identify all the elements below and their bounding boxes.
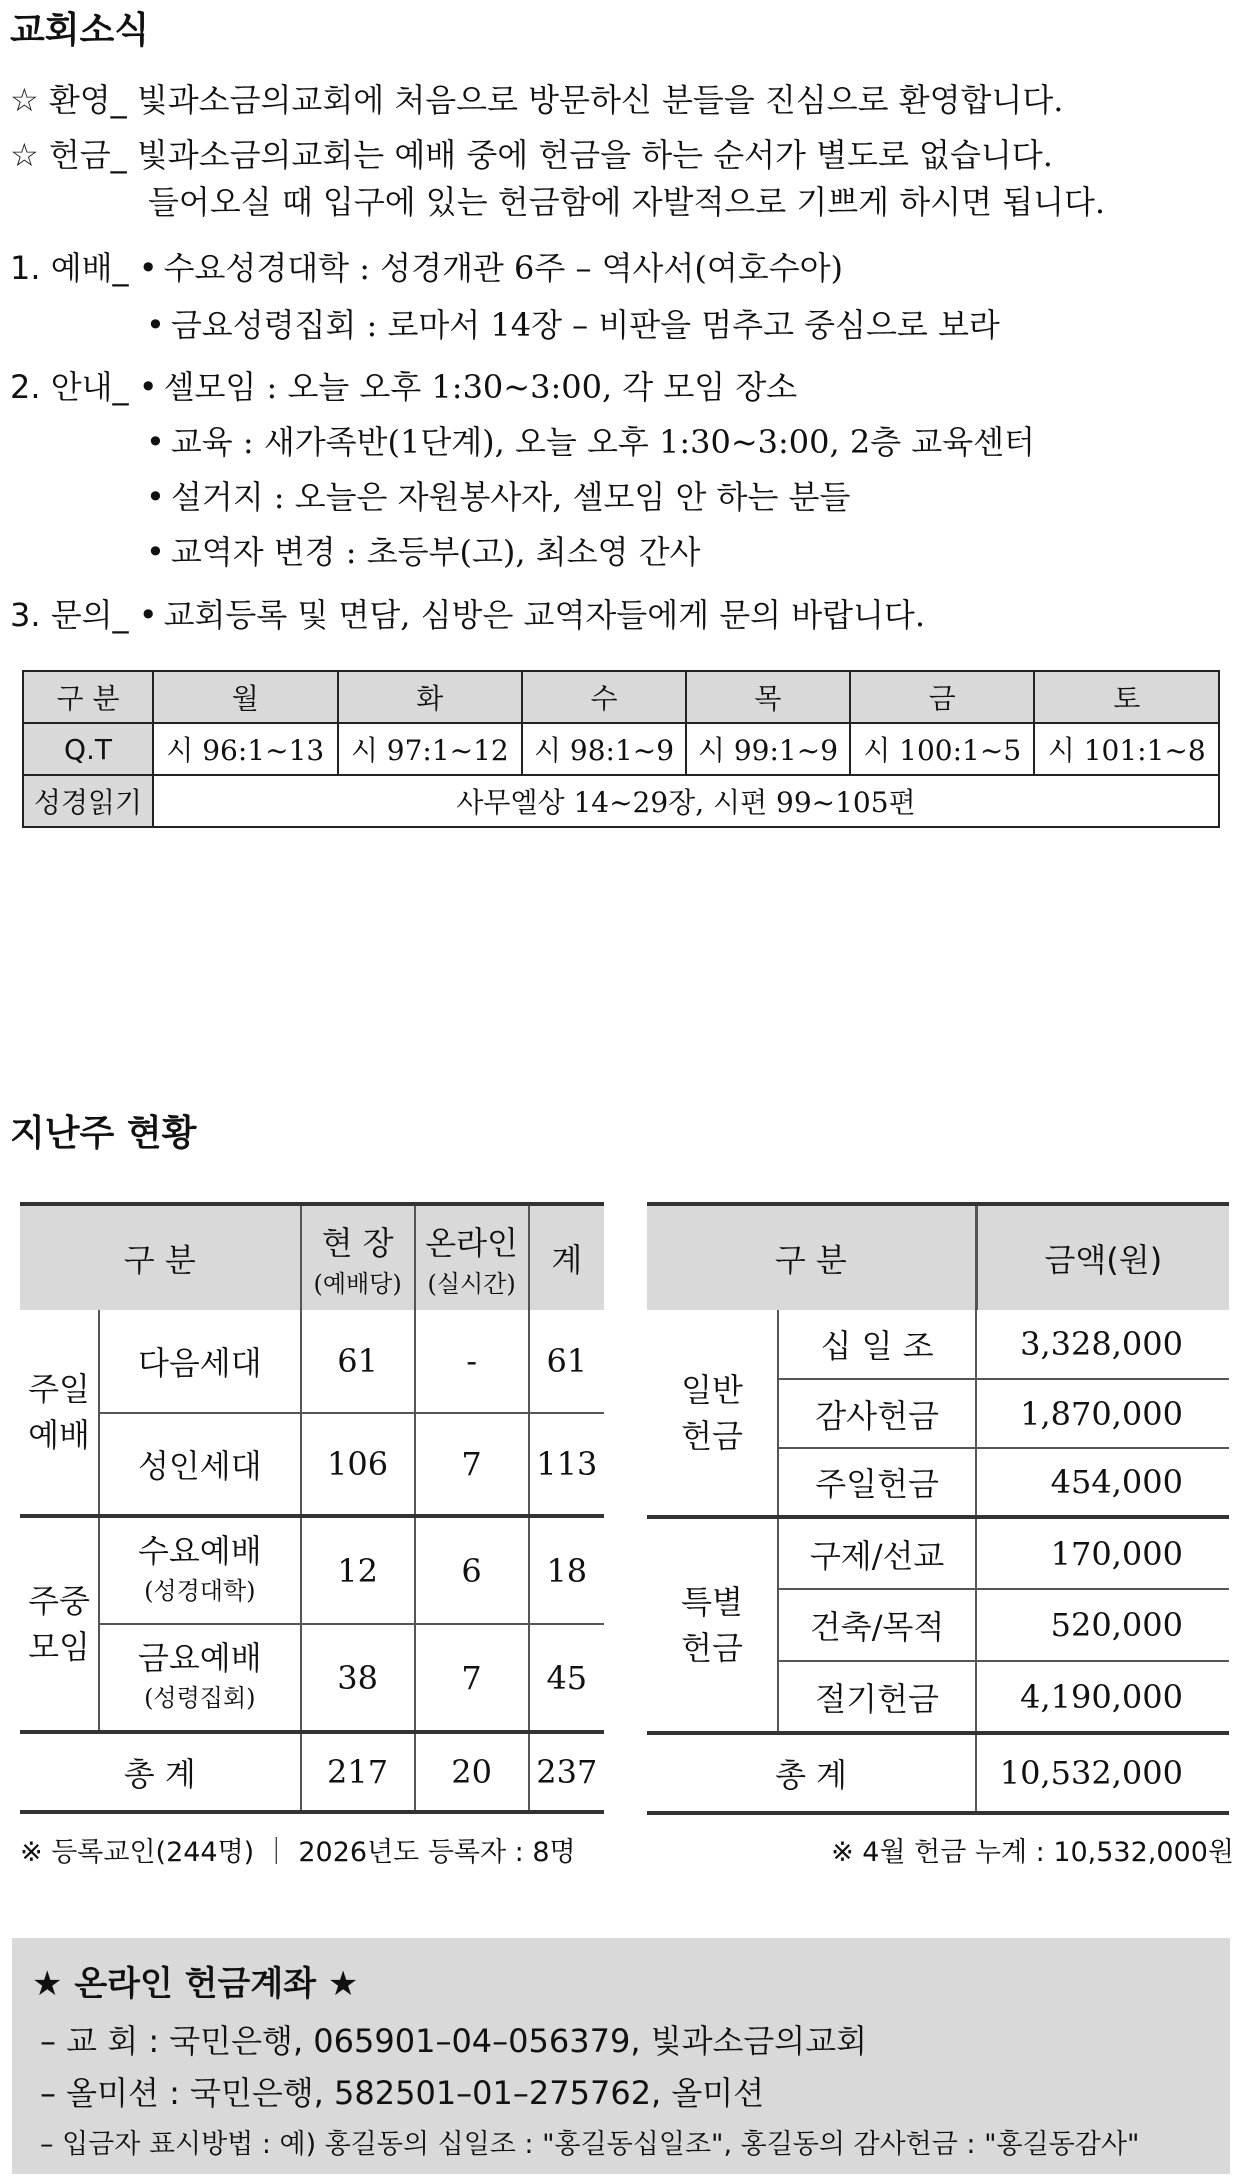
worship-line-1: [10, 248, 843, 288]
offering-header-amount: 금액(원): [976, 1204, 1229, 1310]
row-amount: 520,000: [976, 1589, 1229, 1661]
row-name-main: 수요예배: [137, 1531, 262, 1570]
bullet-icon: •: [138, 249, 158, 287]
account-line-method: – 입금자 표시방법 : 예) 홍길동의 십일조 : "홍길동십일조", 홍길동의 감사헌금 : "홍길동감사": [40, 2129, 1140, 2160]
row-name: 절기헌금: [778, 1661, 976, 1733]
table-row: [20, 1413, 604, 1516]
onsite-sub: (예배당): [313, 1269, 402, 1298]
row-amount: 454,000: [976, 1448, 1229, 1517]
row-amount: 4,190,000: [976, 1661, 1229, 1733]
table-row: [647, 1310, 1229, 1379]
qt-header-cell: 수: [522, 671, 686, 723]
offering-text-2: 들어오실 때 입구에 있는 헌금함에 자발적으로 기쁘게 하시면 됩니다.: [148, 183, 1106, 221]
group-label-1: 주중: [28, 1582, 90, 1620]
offering-text-1: 빛과소금의교회는 예배 중에 헌금을 하는 순서가 별도로 없습니다.: [136, 136, 1053, 174]
status-title: 지난주 현황: [10, 1113, 197, 1154]
guide-label: 2. 안내_: [10, 368, 129, 406]
qt-header-cell: 목: [686, 671, 850, 723]
inquiry-line: [10, 595, 925, 635]
qt-header-row: [23, 671, 1219, 723]
online-sub: (실시간): [427, 1269, 516, 1298]
worship-line-2: [146, 305, 1000, 345]
reading-value: 사무엘상 14~29장, 시편 99~105편: [153, 775, 1219, 827]
note-offering-total: ※ 4월 헌금 누계 : 10,532,000원: [831, 1837, 1234, 1868]
worship-label: 1. 예배_: [10, 249, 129, 287]
row-online: -: [415, 1310, 529, 1413]
table-row: [647, 1517, 1229, 1589]
bullet-icon: •: [146, 533, 165, 571]
group-label-2: 예배: [28, 1416, 90, 1454]
guide-line-4: [146, 532, 700, 572]
sum-label: 총 계: [647, 1733, 976, 1813]
group-label: [647, 1310, 778, 1517]
online-label: 온라인: [425, 1223, 518, 1262]
group-label: [20, 1516, 99, 1732]
qt-header-cell: 금: [850, 671, 1035, 723]
onsite-label: 현 장: [321, 1223, 394, 1262]
attendance-header-total: 계: [529, 1204, 604, 1310]
row-online: 7: [415, 1624, 529, 1732]
qt-row-label: Q.T: [23, 723, 153, 775]
row-onsite: 61: [301, 1310, 415, 1413]
offering-line: [10, 135, 1053, 175]
row-online: 6: [415, 1516, 529, 1624]
worship-item: 수요성경대학 : 성경개관 6주 – 역사서(여호수아): [163, 249, 843, 287]
guide-item: 교육 : 새가족반(1단계), 오늘 오후 1:30~3:00, 2층 교육센터: [170, 423, 1035, 461]
row-name: [99, 1516, 301, 1624]
row-name-sub: (성령집회): [144, 1683, 256, 1712]
row-total: 18: [529, 1516, 604, 1624]
row-online: 7: [415, 1413, 529, 1516]
note-registered: ※ 등록교인(244명) ｜ 2026년도 등록자 : 8명: [20, 1837, 576, 1868]
qt-cell: 시 100:1~5: [850, 723, 1035, 775]
table-row: [20, 1516, 604, 1624]
group-label-2: 헌금: [681, 1629, 743, 1667]
qt-cell: 시 101:1~8: [1034, 723, 1219, 775]
inquiry-label: 3. 문의_: [10, 596, 129, 634]
qt-header-cell: 화: [338, 671, 523, 723]
guide-line-1: [10, 367, 797, 407]
sum-online: 20: [415, 1732, 529, 1812]
attendance-header-online: [415, 1204, 529, 1310]
row-onsite: 38: [301, 1624, 415, 1732]
row-name: 십 일 조: [778, 1310, 976, 1379]
row-name: 다음세대: [99, 1310, 301, 1413]
row-name: 건축/목적: [778, 1589, 976, 1661]
row-name-sub: (성경대학): [144, 1576, 256, 1605]
online-account-box: [12, 1938, 1230, 2174]
qt-cell: 시 96:1~13: [153, 723, 338, 775]
row-amount: 3,328,000: [976, 1310, 1229, 1379]
qt-row: [23, 723, 1219, 775]
account-line-church: – 교 회 : 국민은행, 065901–04–056379, 빛과소금의교회: [40, 2022, 868, 2060]
qt-cell: 시 97:1~12: [338, 723, 523, 775]
qt-header-cell: 월: [153, 671, 338, 723]
sum-row: [20, 1732, 604, 1812]
welcome-text: 빛과소금의교회에 처음으로 방문하신 분들을 진심으로 환영합니다.: [136, 81, 1064, 119]
welcome-line: [10, 80, 1063, 120]
row-name: 구제/선교: [778, 1517, 976, 1589]
guide-item: 교역자 변경 : 초등부(고), 최소영 간사: [170, 533, 701, 571]
row-name-main: 금요예배: [137, 1638, 262, 1677]
guide-line-2: [146, 422, 1035, 462]
row-name: 주일헌금: [778, 1448, 976, 1517]
account-line-allmission: – 올미션 : 국민은행, 582501–01–275762, 올미션: [40, 2074, 765, 2112]
bullet-icon: •: [138, 596, 158, 634]
qt-table: [22, 670, 1220, 828]
sum-amount: 10,532,000: [999, 1754, 1183, 1792]
qt-header-cell: 구 분: [23, 671, 153, 723]
guide-item: 설거지 : 오늘은 자원봉사자, 셀모임 안 하는 분들: [170, 478, 851, 516]
row-total: 61: [529, 1310, 604, 1413]
offering-header-row: [647, 1204, 1229, 1310]
worship-item: 금요성령집회 : 로마서 14장 – 비판을 멈추고 중심으로 보라: [170, 306, 1000, 344]
bullet-icon: •: [146, 306, 165, 344]
news-title: 교회소식: [10, 10, 150, 51]
offering-table: [647, 1202, 1229, 1815]
row-amount: 170,000: [976, 1517, 1229, 1589]
row-onsite: 106: [301, 1413, 415, 1516]
qt-cell: 시 99:1~9: [686, 723, 850, 775]
row-total: 45: [529, 1624, 604, 1732]
attendance-header-onsite: [301, 1204, 415, 1310]
welcome-label: ☆ 환영_: [10, 81, 127, 119]
bullet-icon: •: [146, 423, 165, 461]
guide-line-3: [146, 477, 850, 517]
group-label-2: 모임: [28, 1628, 90, 1666]
row-name: 감사헌금: [778, 1379, 976, 1448]
sum-label: 총 계: [20, 1732, 301, 1812]
offering-label: ☆ 헌금_: [10, 136, 127, 174]
sum-row: [647, 1733, 1229, 1813]
sum-total: 237: [536, 1753, 598, 1791]
guide-item: 셀모임 : 오늘 오후 1:30~3:00, 각 모임 장소: [163, 368, 798, 406]
group-label-1: 일반: [681, 1370, 743, 1409]
row-total: 113: [529, 1413, 604, 1516]
qt-header-cell: 토: [1034, 671, 1219, 723]
attendance-header-category: 구 분: [20, 1204, 301, 1310]
sum-onsite: 217: [301, 1732, 415, 1812]
bullet-icon: •: [138, 368, 158, 406]
group-label-2: 헌금: [681, 1416, 743, 1455]
row-name: 성인세대: [99, 1413, 301, 1516]
inquiry-item: 교회등록 및 면담, 심방은 교역자들에게 문의 바랍니다.: [163, 596, 926, 634]
qt-cell: 시 98:1~9: [522, 723, 686, 775]
reading-label: 성경읽기: [23, 775, 153, 827]
group-label-1: 특별: [681, 1583, 743, 1621]
reading-row: [23, 775, 1219, 827]
group-label: [647, 1517, 778, 1733]
offering-header-category: 구 분: [647, 1204, 976, 1310]
account-title: ★ 온라인 헌금계좌 ★: [32, 1964, 359, 2004]
attendance-header-row: [20, 1204, 604, 1310]
row-name: [99, 1624, 301, 1732]
bullet-icon: •: [146, 478, 165, 516]
group-label-1: 주일: [28, 1370, 90, 1408]
table-row: [20, 1624, 604, 1732]
row-amount: 1,870,000: [976, 1379, 1229, 1448]
group-label: [20, 1310, 99, 1516]
table-row: [20, 1310, 604, 1413]
row-onsite: 12: [301, 1516, 415, 1624]
attendance-table: [20, 1202, 604, 1814]
